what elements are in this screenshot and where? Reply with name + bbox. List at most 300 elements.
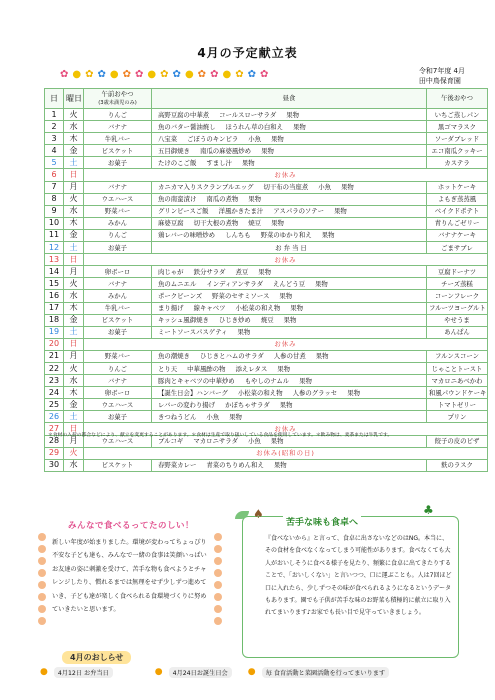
child-face-icon — [214, 545, 222, 553]
lunch-item: 魚の潮焼き — [158, 352, 190, 361]
lunch-item: ひじきとハムのサラダ — [199, 352, 264, 361]
lunch-item: 果物 — [229, 412, 242, 421]
child-face-icon — [214, 557, 222, 565]
table-row — [45, 121, 488, 133]
day-cell: 11 — [45, 229, 64, 241]
pm-snack-cell: じゃことトースト — [427, 362, 488, 374]
child-face-icon — [214, 533, 222, 541]
table-row — [45, 350, 488, 362]
lunch-item: 小松菜の和え物 — [235, 304, 281, 313]
pepper-icon: ♣ — [423, 503, 434, 517]
lunch-item: 果物 — [279, 291, 293, 300]
lunch-item: 果物 — [279, 400, 293, 409]
day-cell: 17 — [45, 302, 64, 314]
day-cell: 7 — [45, 181, 64, 193]
chick-icon: ● — [109, 69, 119, 80]
lunch-item: 小魚 — [247, 437, 261, 446]
lunch-item: すまし汁 — [206, 158, 232, 167]
pm-snack-cell: ごまサブレ — [427, 242, 488, 254]
child-face-icon — [38, 557, 46, 565]
lunch-items — [154, 146, 424, 156]
weekday-cell: 金 — [64, 399, 84, 411]
day-cell: 27 — [45, 423, 64, 435]
lunch-items — [154, 279, 424, 289]
lunch-items — [154, 158, 424, 168]
day-cell: 14 — [45, 266, 64, 278]
pm-snack-cell: 黒ゴマラスク — [427, 121, 488, 133]
am-snack-cell: 卵ボーロ — [84, 387, 152, 399]
lunch-item: 果物 — [237, 328, 251, 337]
pm-snack-cell: フルンスコーン — [427, 350, 488, 362]
am-snack-cell: みかん — [84, 217, 152, 229]
pm-snack-cell: プリン — [427, 411, 488, 423]
table-row — [45, 387, 488, 399]
lunch-cell — [152, 217, 427, 229]
lunch-cell — [152, 205, 427, 217]
lunch-item: 果物 — [271, 134, 284, 143]
header-am-label: 午前おやつ — [101, 89, 134, 98]
day-cell: 5 — [45, 157, 64, 169]
lunch-cell — [152, 242, 427, 254]
lunch-cell — [152, 109, 427, 121]
weekday-cell: 火 — [64, 362, 84, 374]
am-snack-cell: みかん — [84, 290, 152, 302]
tulip-icon: ✿ — [197, 69, 207, 80]
table-row — [45, 242, 488, 254]
lunch-items — [154, 206, 424, 216]
am-snack-cell: お菓子 — [84, 157, 152, 169]
table-row — [45, 459, 488, 471]
day-cell: 23 — [45, 375, 64, 387]
lunch-items — [154, 182, 424, 192]
chick-icon: ● — [184, 69, 194, 80]
lunch-item: 野菜のセサミソース — [212, 291, 270, 300]
leaf-icon — [235, 511, 249, 519]
chick-icon: ● — [222, 69, 232, 80]
table-row — [45, 254, 488, 266]
day-cell: 25 — [45, 399, 64, 411]
table-row — [45, 302, 488, 314]
am-snack-cell: バナナ — [84, 278, 152, 290]
lunch-cell — [152, 411, 427, 423]
notice-title: 4月のおしらせ — [62, 651, 131, 664]
weekday-cell: 日 — [64, 338, 84, 350]
lunch-item: 青菜のちりめん和え — [206, 461, 264, 470]
lunch-item: ポークビーンズ — [158, 291, 203, 300]
lunch-item: 高野豆腐の中華煮 — [158, 110, 210, 119]
table-row — [45, 362, 488, 374]
chick-icon: ● — [72, 69, 82, 80]
day-cell: 12 — [45, 242, 64, 254]
weekday-cell: 火 — [64, 193, 84, 205]
table-row — [45, 229, 488, 241]
child-face-icon — [214, 581, 222, 589]
child-face-icon — [214, 569, 222, 577]
weekday-cell: 水 — [64, 375, 84, 387]
day-cell: 18 — [45, 314, 64, 326]
lunch-cell — [152, 181, 427, 193]
day-cell: 24 — [45, 387, 64, 399]
weekday-cell: 火 — [64, 109, 84, 121]
lunch-item: 魚のムニエル — [158, 279, 197, 288]
child-face-icon — [38, 533, 46, 541]
tulip-icon: ✿ — [235, 69, 244, 80]
lunch-item: 小松菜の和え物 — [237, 388, 283, 397]
left-box-title: みんなで食べるってたのしい！ — [68, 521, 195, 531]
pm-snack-cell: 和風パウンドケーキ — [427, 387, 488, 399]
weekday-cell: 金 — [64, 145, 84, 157]
table-row — [45, 375, 488, 387]
lunch-items — [154, 110, 424, 120]
lunch-items — [154, 134, 424, 144]
day-cell: 30 — [45, 459, 64, 471]
lunch-item: 果物 — [241, 158, 255, 167]
lunch-item: 南瓜の麻婆風炒め — [199, 146, 252, 155]
lunch-cell — [152, 121, 427, 133]
kids-decoration-right — [214, 533, 224, 625]
lunch-items — [154, 364, 424, 374]
day-cell: 28 — [45, 435, 64, 447]
lunch-item: 果物 — [347, 388, 360, 397]
lunch-item: 魚のバター醤油焼し — [158, 122, 216, 131]
pm-snack-cell: エコ南瓜クッキー — [427, 145, 488, 157]
lunch-items — [154, 291, 424, 301]
lunch-item: 南瓜の煮物 — [206, 195, 239, 204]
lunch-item: ごぼうのキンピラ — [187, 134, 239, 143]
page-title: 4月の予定献立表 — [197, 46, 298, 60]
am-snack-cell: りんご — [84, 109, 152, 121]
closed-cell: お休み — [84, 423, 488, 435]
lunch-item: きつねうどん — [158, 412, 197, 421]
pm-snack-cell: 餃子の皮のピザ — [427, 435, 488, 447]
lunch-cell — [152, 326, 427, 338]
lunch-item: 煮豆 — [235, 267, 249, 276]
lunch-cell — [152, 302, 427, 314]
lunch-cell — [152, 387, 427, 399]
lunch-item: しんちも — [225, 231, 251, 240]
footnote: ＊食材の入荷の都合などにより、献立を変更することがあります。＊食材は生産で取り扱いしている食品を使用しています。＊飲み物は、麦茶または牛乳です。 — [48, 433, 393, 438]
pm-snack-cell: トマトゼリー — [427, 399, 488, 411]
lunch-item: 五目御焼き — [158, 146, 190, 155]
lunch-item: マカロニサラダ — [193, 437, 238, 446]
lunch-item: レバーの変わり揚げ — [158, 400, 216, 409]
header-am-sub: (3歳未満児のみ) — [98, 99, 137, 106]
am-snack-cell: ビスケット — [84, 145, 152, 157]
day-cell: 2 — [45, 121, 64, 133]
notice-item: 4月24日お誕生日会 — [169, 667, 232, 678]
pm-snack-cell: ホットケーキ — [427, 181, 488, 193]
lunch-items — [154, 122, 424, 132]
lunch-item: 豚肉とキャベツの中華炒め — [158, 376, 235, 385]
lunch-item: 果物 — [341, 183, 354, 192]
lunch-item: 焼豆 — [248, 219, 262, 228]
weekday-cell: 土 — [64, 411, 84, 423]
weekday-cell: 日 — [64, 169, 84, 181]
year-month: 令和7年度 4月 — [418, 67, 465, 75]
lunch-cell — [152, 278, 427, 290]
left-column-message — [38, 519, 223, 669]
lunch-item: 魚の南蛮漬け — [158, 195, 197, 204]
lunch-cell — [152, 193, 427, 205]
weekday-cell: 日 — [64, 254, 84, 266]
weekday-cell: 月 — [64, 435, 84, 447]
lunch-item: 鉄分サラダ — [193, 267, 226, 276]
am-snack-cell: りんご — [84, 229, 152, 241]
day-cell: 29 — [45, 447, 64, 459]
menu-table — [44, 88, 488, 472]
tulip-icon: ✿ — [60, 69, 69, 80]
chick-icon: ● — [247, 667, 256, 677]
tulip-icon: ✿ — [247, 69, 256, 80]
lunch-item: 果物 — [290, 304, 304, 313]
am-snack-cell: りんご — [84, 362, 152, 374]
lunch-items — [154, 194, 424, 204]
am-snack-cell: ビスケット — [84, 459, 152, 471]
lunch-item: 鶏レバーの味噌炒め — [158, 231, 216, 240]
lunch-item: 果物 — [283, 316, 297, 325]
table-row — [45, 326, 488, 338]
child-face-icon — [214, 617, 222, 625]
lunch-item: 小魚 — [248, 134, 262, 143]
am-snack-cell: 牛乳バー — [84, 133, 152, 145]
closed-cell: お休み — [84, 169, 488, 181]
kids-decoration-left — [38, 533, 48, 625]
am-snack-cell: お菓子 — [84, 411, 152, 423]
pm-snack-cell: バナナケーキ — [427, 229, 488, 241]
header-pm-snack: 午後おやつ — [427, 89, 488, 109]
am-snack-cell: お菓子 — [84, 242, 152, 254]
lunch-item: 果物 — [271, 219, 284, 228]
day-cell: 6 — [45, 169, 64, 181]
lunch-item: 小魚 — [206, 412, 220, 421]
lunch-item: えんどう豆 — [273, 279, 305, 288]
notice-item: 毎 食育活動と菜園活動を行ってまいります — [262, 667, 390, 678]
day-cell: 21 — [45, 350, 64, 362]
tulip-icon: ✿ — [259, 69, 269, 80]
header-meta — [419, 66, 465, 86]
lunch-items — [154, 327, 424, 337]
child-face-icon — [214, 593, 222, 601]
lunch-item: 添えレタス — [235, 364, 268, 373]
left-box-text: 新しい年度が始まりました。環境が変わってちょっぴり不安な子ども達も、みんなで一緒の食事は笑顔いっぱいお友達の姿に刺激を受けて、苦手な物も食べようとチャレンジしたり、慣れるまでは無理をせず少しずつ進めていき、子ども達が楽しく食べられる食環境づくりに努めていきたいと思います。 — [52, 539, 207, 614]
lunch-cell — [152, 362, 427, 374]
lunch-item: 果物 — [314, 279, 328, 288]
lunch-items — [154, 315, 424, 325]
lunch-items — [154, 400, 424, 410]
closed-cell: お休み — [84, 338, 488, 350]
am-snack-cell: 野菜バー — [84, 205, 152, 217]
pm-snack-cell: あんぱん — [427, 326, 488, 338]
weekday-cell: 木 — [64, 302, 84, 314]
weekday-cell: 水 — [64, 459, 84, 471]
lunch-cell — [152, 375, 427, 387]
table-row — [45, 266, 488, 278]
mushroom-icon: ♠ — [253, 507, 264, 521]
pm-snack-cell: 青りんごゼリー — [427, 217, 488, 229]
lunch-cell — [152, 314, 427, 326]
lunch-items — [154, 412, 424, 422]
am-snack-cell: ウエハース — [84, 399, 152, 411]
table-row — [45, 109, 488, 121]
table-row — [45, 278, 488, 290]
lunch-item: 線キャベツ — [193, 304, 226, 313]
lunch-item: 果物 — [273, 461, 287, 470]
child-face-icon — [214, 605, 222, 613]
right-column-message — [242, 503, 459, 658]
lunch-item: 焼豆 — [260, 316, 274, 325]
lunch-item: 切干大根の煮物 — [193, 219, 239, 228]
header-lunch: 昼食 — [152, 89, 427, 109]
lunch-cell — [152, 350, 427, 362]
weekday-cell: 火 — [64, 278, 84, 290]
pm-snack-cell: ベイクドポテト — [427, 205, 488, 217]
table-row — [45, 169, 488, 181]
chick-icon: ● — [147, 69, 157, 80]
lunch-item: ブルコギ — [158, 437, 184, 446]
lunch-item: 果物 — [286, 110, 300, 119]
child-face-icon — [38, 593, 46, 601]
lunch-item: アスパラのソテー — [273, 207, 325, 216]
table-row — [45, 157, 488, 169]
pm-snack-cell: マカロニあべかわ — [427, 375, 488, 387]
table-row — [45, 145, 488, 157]
tulip-icon: ✿ — [160, 69, 169, 80]
lunch-items — [154, 267, 424, 277]
day-cell: 15 — [45, 278, 64, 290]
weekday-cell: 火 — [64, 447, 84, 459]
table-row — [45, 399, 488, 411]
weekday-cell: 土 — [64, 242, 84, 254]
lunch-item: とり天 — [158, 364, 178, 373]
lunch-item: 果物 — [261, 146, 274, 155]
weekday-cell: 木 — [64, 217, 84, 229]
closed-cell: お休み(昭和の日) — [84, 447, 488, 459]
child-face-icon — [38, 569, 46, 577]
day-cell: 20 — [45, 338, 64, 350]
pm-snack-cell: やせうま — [427, 314, 488, 326]
lunch-item: キッシュ風御焼き — [158, 316, 209, 325]
day-cell: 4 — [45, 145, 64, 157]
weekday-cell: 水 — [64, 121, 84, 133]
table-row — [45, 133, 488, 145]
lunch-item: 果物 — [258, 267, 272, 276]
table-row — [45, 411, 488, 423]
lunch-item: 果物 — [334, 207, 347, 216]
table-row — [45, 314, 488, 326]
pm-snack-cell: よもぎ蒸蒸風 — [427, 193, 488, 205]
lunch-item: コールスローサラダ — [219, 110, 277, 119]
weekday-cell: 木 — [64, 387, 84, 399]
day-cell: 19 — [45, 326, 64, 338]
am-snack-cell: 野菜バー — [84, 350, 152, 362]
lunch-item: お 弁 当 日 — [275, 243, 307, 252]
lunch-item: カニカマ入りスクランブルエッグ — [158, 183, 254, 192]
lunch-cell — [152, 145, 427, 157]
am-snack-cell: バナナ — [84, 181, 152, 193]
am-snack-cell: バナナ — [84, 375, 152, 387]
lunch-cell — [152, 290, 427, 302]
pm-snack-cell: 麩のラスク — [427, 459, 488, 471]
child-face-icon — [38, 617, 46, 625]
child-face-icon — [38, 545, 46, 553]
lunch-items — [154, 218, 424, 228]
lunch-cell — [152, 157, 427, 169]
header-day: 日 — [45, 89, 64, 109]
header-weekday: 曜日 — [64, 89, 84, 109]
lunch-cell — [152, 459, 427, 471]
day-cell: 1 — [45, 109, 64, 121]
pm-snack-cell: いちご蒸しパン — [427, 109, 488, 121]
lunch-item: ミートソースパスゲティ — [158, 328, 228, 337]
child-face-icon — [38, 581, 46, 589]
tulip-icon: ✿ — [135, 69, 144, 80]
lunch-item: 麻婆豆腐 — [158, 219, 184, 228]
right-box-text: 『食べないから』と言って、食卓に出さないなどのはNG。本当に、その食材を食べなくなってしまう可能性があります。食べなくても大人がおいしそうに食べる様子を見たり、頻繁に食卓に出てきたりすることで、「おいしくない」と言いつつ、口に運ぶことも。人は7回ほど口に入れたら、少しずつその味が食べられるようになるというデータもあります。園でも子供が苦手な味のお野菜も積極的に献立に取り入れてまいります♪お家でも長い目で見守っていきましょう。 — [265, 535, 452, 617]
lunch-items — [154, 376, 424, 386]
am-snack-cell: ウエハース — [84, 435, 152, 447]
lunch-items — [154, 388, 424, 398]
header-am-snack — [84, 89, 152, 109]
am-snack-cell: ビスケット — [84, 314, 152, 326]
lunch-cell — [152, 399, 427, 411]
weekday-cell: 金 — [64, 314, 84, 326]
lunch-item: まり揚げ — [158, 304, 184, 313]
lunch-item: 小魚 — [318, 183, 331, 192]
lunch-items — [154, 351, 424, 361]
table-header-row — [45, 89, 488, 109]
day-cell: 13 — [45, 254, 64, 266]
table-row — [45, 447, 488, 459]
lunch-item: 洋風かきたま汁 — [218, 207, 264, 216]
tulip-icon: ✿ — [85, 69, 94, 80]
lunch-item: 果物 — [315, 352, 329, 361]
chick-icon: ● — [40, 667, 48, 677]
lunch-item: グリンピースご飯 — [158, 207, 209, 216]
weekday-cell: 水 — [64, 290, 84, 302]
table-row — [45, 193, 488, 205]
lunch-items — [154, 303, 424, 313]
day-cell: 22 — [45, 362, 64, 374]
day-cell: 10 — [45, 217, 64, 229]
lunch-cell — [152, 266, 427, 278]
school-name: 田中鳥保育園 — [418, 77, 461, 85]
pm-snack-cell: チーズ蒸糕 — [427, 278, 488, 290]
lunch-cell — [152, 229, 427, 241]
lunch-item: 八宝菜 — [158, 134, 178, 143]
lunch-item: 春野菜カレー — [158, 461, 197, 470]
weekday-cell: 木 — [64, 133, 84, 145]
am-snack-cell: 卵ボーロ — [84, 266, 152, 278]
pm-snack-cell: コーンフレーク — [427, 290, 488, 302]
am-snack-cell: バナナ — [84, 121, 152, 133]
table-row — [45, 290, 488, 302]
lunch-item: 【誕生日会】ハンバーグ — [158, 388, 228, 397]
lunch-item: 果物 — [277, 364, 290, 373]
weekday-cell: 水 — [64, 205, 84, 217]
lunch-items — [154, 243, 424, 253]
weekday-cell: 土 — [64, 157, 84, 169]
lunch-item: 人参の甘煮 — [273, 352, 306, 361]
lunch-item: 果物 — [321, 231, 335, 240]
lunch-item: ほうれん草の白和え — [225, 122, 284, 131]
table-row — [45, 338, 488, 350]
weekday-cell: 月 — [64, 181, 84, 193]
lunch-cell — [152, 133, 427, 145]
pm-snack-cell: フルーツヨーグルト — [427, 302, 488, 314]
weekday-cell: 日 — [64, 423, 84, 435]
tulip-icon: ✿ — [122, 69, 132, 80]
child-face-icon — [38, 605, 46, 613]
